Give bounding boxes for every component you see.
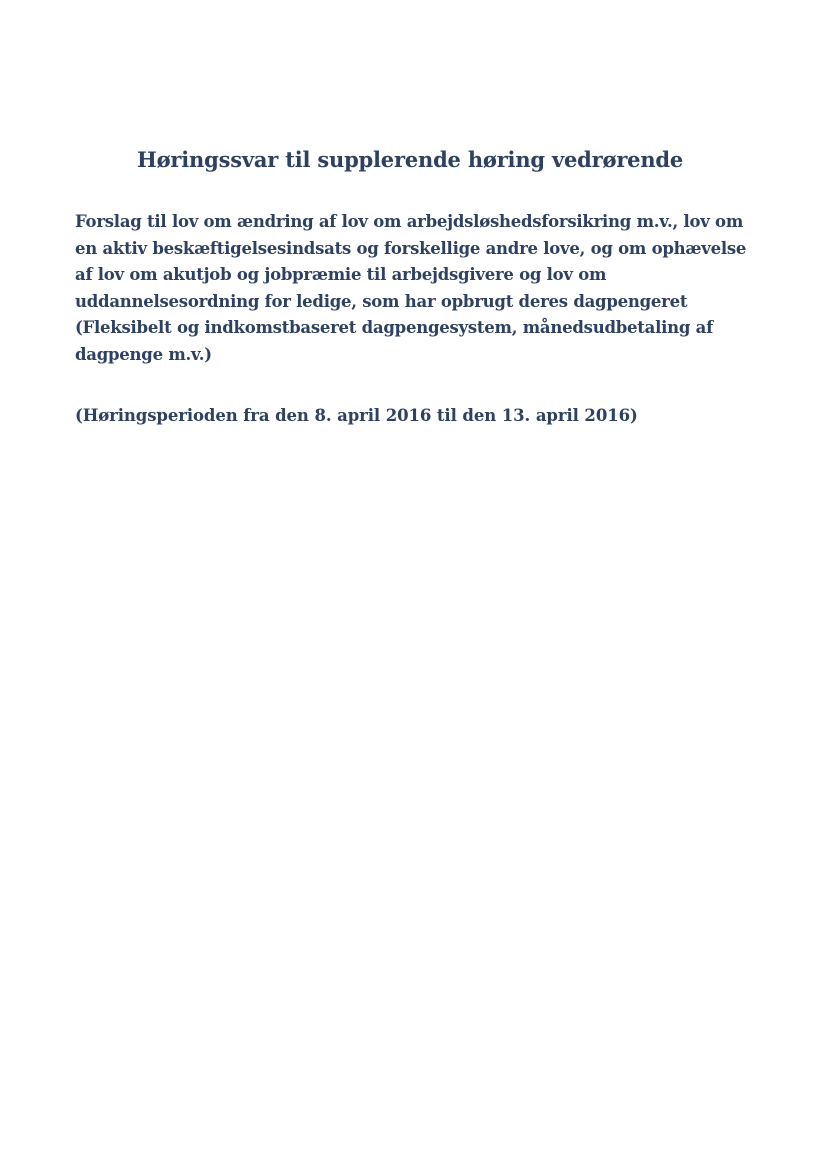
subject-line: uddannelsesordning for ledige, som har opbrugt deres dagpengeret [75,291,688,311]
document-title: Høringssvar til supplerende høring vedrørende [136,147,684,172]
bill-subject [75,209,755,368]
hearing-period: (Høringsperioden fra den 8. april 2016 til den 13. april 2016) [75,406,638,425]
subject-line: Forslag til lov om ændring af lov om arbejdsløshedsforsikring m.v., lov om [75,212,744,231]
subject-line: af lov om akutjob og jobpræmie til arbejdsgivere og lov om [75,265,607,284]
subject-line: dagpenge m.v.) [75,344,212,364]
subject-line: (Fleksibelt og indkomstbaseret dagpengesystem, månedsudbetaling af [75,318,713,337]
subject-line: en aktiv beskæftigelsesindsats og forskellige andre love, og om ophævelse [75,238,747,258]
